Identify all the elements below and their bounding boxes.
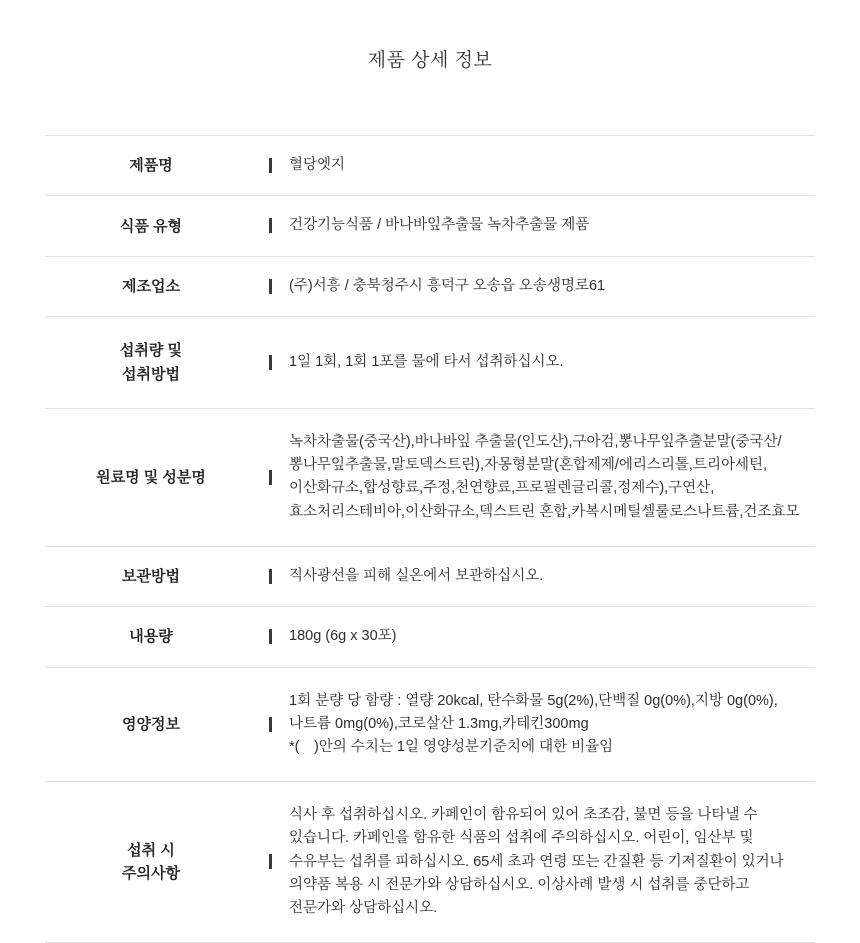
- vertical-bar-icon: [269, 717, 272, 732]
- table-row: [45, 667, 815, 782]
- spec-value: 식사 후 섭취하십시오. 카페인이 함유되어 있어 초조감, 불면 등을 나타낼 수 있습니다. 카페인을 함유한 식품의 섭취에 주의하십시오. 어린이, 임산부 및 수유부는 섭취를 피하십시오. 65세 초과 연령 또는 간질환 등 기저질환이 있거나 의약품 복용 시 전문가와 상담하십시오. 이상사례 발생 시 섭취를 중단하고 전문가와 상담하십시오.: [289, 807, 784, 916]
- row-separator: [257, 408, 283, 546]
- spec-label: 영양정보: [122, 715, 180, 733]
- vertical-bar-icon: [269, 854, 272, 869]
- table-row: [45, 408, 815, 546]
- table-row: [45, 317, 815, 409]
- page-title: 제품 상세 정보: [367, 50, 493, 71]
- table-row: [45, 136, 815, 196]
- spec-label: 섭취량 및 섭취방법: [119, 342, 183, 383]
- spec-table-body: [45, 136, 815, 943]
- spec-value: 1회 분량 당 함량 : 열량 20kcal, 탄수화물 5g(2%),단백질 0g(0%),지방 0g(0%),나트륨 0mg(0%),코로살산 1.3mg,카테킨300mg *( )안의 수치는 1일 영양성분기준치에 대한 비율임: [289, 692, 778, 756]
- spec-value: 180g (6g x 30포): [289, 628, 397, 645]
- table-row: [45, 782, 815, 943]
- spec-label: 섭취 시 주의사항: [122, 841, 180, 883]
- vertical-bar-icon: [269, 279, 272, 294]
- row-separator: [257, 667, 283, 782]
- spec-label: 내용량: [129, 628, 173, 646]
- table-row: [45, 607, 815, 667]
- row-separator: [257, 782, 283, 943]
- table-row: [45, 546, 815, 606]
- row-separator: [257, 546, 283, 606]
- row-separator: [257, 196, 283, 256]
- row-separator: [257, 317, 283, 409]
- spec-value: (주)서흥 / 충북청주시 흥덕구 오송읍 오송생명로61: [289, 277, 606, 294]
- spec-label: 제조업소: [122, 278, 180, 296]
- spec-label: 식품 유형: [119, 217, 183, 235]
- product-spec-table: [45, 135, 815, 943]
- spec-label: 원료명 및 성분명: [96, 468, 206, 486]
- vertical-bar-icon: [269, 569, 272, 584]
- vertical-bar-icon: [269, 218, 272, 233]
- spec-label: 제품명: [129, 157, 173, 175]
- spec-value: 건강기능식품 / 바나바잎추출물 녹차추출물 제품: [289, 217, 590, 234]
- spec-value: 직사광선을 피해 실온에서 보관하십시오.: [289, 567, 544, 584]
- vertical-bar-icon: [269, 355, 272, 370]
- spec-value: 1일 1회, 1회 1포를 물에 타서 섭취하십시오.: [289, 353, 564, 370]
- table-row: [45, 256, 815, 316]
- row-separator: [257, 607, 283, 667]
- spec-value: 혈당엣지: [289, 157, 346, 173]
- vertical-bar-icon: [269, 470, 272, 485]
- spec-value: 녹차차출물(중국산),바나바잎 추출물(인도산),구아검,뽕나무잎추출분말(중국산/뽕나무잎추출물,말토덱스트린),자몽형분말(혼합제제/에리스리톨,트리아세틴,이산화규소,합성향료,주정,천연향료,프로필렌글리콜,정제수),구연산,효소처리스테비아,이산화규소,덱스트린 혼합,카복시메틸셀룰로스나트륨,건조효모: [289, 433, 800, 520]
- row-separator: [257, 256, 283, 316]
- row-separator: [257, 136, 283, 196]
- table-row: [45, 196, 815, 256]
- vertical-bar-icon: [269, 158, 272, 173]
- vertical-bar-icon: [269, 629, 272, 644]
- spec-label: 보관방법: [122, 567, 180, 585]
